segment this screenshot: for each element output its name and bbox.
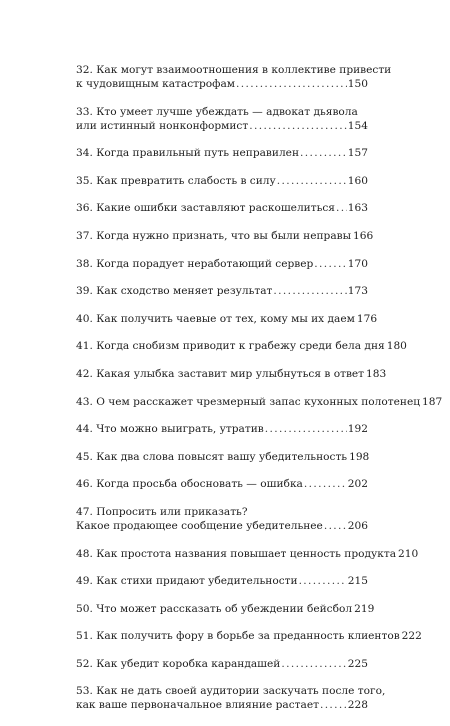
toc-page-number: 192	[347, 423, 368, 436]
toc-entry	[76, 367, 387, 381]
toc-entry-line	[76, 505, 368, 519]
toc-entry-title: 45. Как два слова повысят вашу убедительность	[76, 450, 348, 463]
toc-entry-title: 38. Когда порадует неработающий сервер	[76, 257, 314, 270]
toc-entry-title: 34. Когда правильный путь неправилен	[76, 147, 300, 160]
toc-entry	[76, 684, 386, 712]
toc-entry-title: 49. Как стихи придают убедительности	[76, 575, 298, 588]
toc-entry-title: 33. Кто умеет лучше убеждать — адвокат дьявола	[76, 105, 358, 118]
toc-entry-title: 47. Попросить или приказать?	[76, 505, 248, 518]
toc-entry	[76, 505, 368, 533]
toc-entry	[76, 229, 374, 243]
toc-entry	[76, 201, 368, 215]
toc-entry-title: 52. Как убедит коробка карандашей	[76, 657, 281, 670]
toc-page-number: 166	[353, 229, 374, 242]
toc-page-number: 180	[386, 340, 407, 353]
toc-entry	[76, 257, 368, 271]
toc-page-number: 222	[401, 630, 422, 643]
toc-entry-title: 48. Как простота названия повышает ценность продукта	[76, 547, 397, 560]
toc-entry	[76, 602, 375, 616]
toc-entry-title: как ваше первоначальное влияние растает	[76, 699, 319, 712]
toc-entry-title: или истинный нонконформист	[76, 119, 249, 132]
toc-entry-final-line	[76, 339, 407, 353]
toc-leader-dots	[299, 574, 347, 588]
toc-entry	[76, 105, 368, 133]
toc-entry-final-line	[76, 602, 375, 616]
toc-entry-title: 46. Когда просьба обосновать — ошибка	[76, 478, 303, 491]
toc-entry-final-line	[76, 119, 368, 133]
toc-leader-dots	[336, 201, 347, 215]
toc-entry-final-line	[76, 547, 419, 561]
toc-leader-dots	[300, 146, 347, 160]
toc-entry-title: 35. Как превратить слабость в силу	[76, 174, 276, 187]
toc-leader-dots	[265, 422, 347, 436]
toc-entry-title: 44. Что можно выиграть, утратив	[76, 423, 264, 436]
toc-entry-final-line	[76, 450, 368, 464]
toc-leader-dots	[277, 174, 347, 188]
toc-entry-final-line	[76, 698, 368, 712]
toc-entry	[76, 312, 378, 326]
toc-entry-final-line	[76, 657, 368, 671]
toc-entry-title: к чудовищным катастрофам	[76, 78, 236, 90]
toc-leader-dots	[320, 698, 347, 712]
toc-page-number: 183	[366, 367, 387, 380]
toc-entry-final-line	[76, 201, 368, 215]
toc-entry	[76, 657, 368, 671]
toc-entry-final-line	[76, 367, 387, 381]
toc-page-number: 176	[356, 312, 378, 325]
toc-page-number: 206	[347, 519, 368, 532]
toc-leader-dots	[273, 284, 346, 298]
toc-page-number: 202	[347, 478, 368, 491]
toc-page-number: 170	[347, 257, 368, 270]
toc-page-number: 225	[347, 657, 368, 670]
toc-entry-title: 50. Что может рассказать об убеждении бейсбол	[76, 602, 353, 615]
toc-entry	[76, 339, 407, 353]
toc-page-number: 154	[347, 119, 368, 132]
toc-entry	[76, 395, 443, 409]
toc-entry-final-line	[76, 629, 422, 643]
toc-entry-title: 41. Когда снобизм приводит к грабежу среди бела дня	[76, 340, 385, 353]
toc-entry-title: 42. Какая улыбка заставит мир улыбнуться в ответ	[76, 367, 365, 380]
toc-leader-dots	[304, 477, 347, 491]
toc-entry	[76, 629, 422, 643]
toc-entry-title: 32. Как могут взаимоотношения в коллективе привести	[76, 64, 392, 76]
toc-entry	[76, 174, 368, 188]
toc-entry	[76, 547, 419, 561]
toc-entry-final-line	[76, 146, 368, 160]
toc-leader-dots	[281, 657, 346, 671]
toc-entry-final-line	[76, 477, 368, 491]
toc-entry-final-line	[76, 574, 368, 588]
toc-entry-title: 40. Как получить чаевые от тех, кому мы их даем	[76, 312, 355, 325]
toc-page-number: 215	[347, 575, 368, 588]
toc-entry-final-line	[76, 519, 368, 533]
toc-page-number: 198	[349, 450, 370, 463]
toc-entry-title: Какое продающее сообщение убедительнее	[76, 519, 323, 532]
toc-page-number: 160	[347, 174, 368, 187]
toc-entry-title: 37. Когда нужно признать, что вы были неправы	[76, 229, 352, 242]
toc-entry-title: 53. Как не дать своей аудитории заскучать после того,	[76, 685, 386, 698]
toc-entry-final-line	[76, 257, 368, 271]
toc-entry-final-line	[76, 312, 378, 326]
toc-page-number: 150	[347, 78, 368, 90]
toc-entry-line	[76, 684, 386, 698]
toc-entry	[76, 63, 392, 91]
toc-leader-dots	[236, 77, 347, 91]
toc-leader-dots	[324, 519, 347, 533]
toc-entry-title: 51. Как получить фору в борьбе за преданность клиентов	[76, 630, 400, 643]
toc-entry-line	[76, 63, 392, 77]
toc-entry-final-line	[76, 395, 443, 409]
toc-leader-dots	[249, 119, 347, 133]
toc-entry-title: 39. Как сходство меняет результат	[76, 285, 273, 298]
toc-page-number: 173	[347, 285, 368, 298]
toc-entry	[76, 574, 368, 588]
toc-entry-title: 36. Какие ошибки заставляют раскошелиться	[76, 202, 335, 215]
toc-entry	[76, 422, 368, 436]
toc-entry	[76, 284, 368, 298]
toc-entry-final-line	[76, 284, 368, 298]
toc-entry	[76, 146, 368, 160]
toc-entry-final-line	[76, 174, 368, 188]
toc-page-number: 157	[347, 147, 368, 160]
toc-entry-title: 43. О чем расскажет чрезмерный запас кухонных полотенец	[76, 395, 421, 408]
toc-leader-dots	[314, 257, 347, 271]
toc-page-number: 187	[422, 395, 443, 408]
toc-page-number: 163	[347, 202, 368, 215]
table-of-contents	[76, 63, 443, 726]
toc-entry	[76, 477, 368, 491]
toc-page-number: 219	[354, 602, 375, 615]
toc-entry-line	[76, 105, 368, 119]
toc-entry	[76, 450, 368, 464]
toc-page-number: 228	[347, 699, 368, 712]
toc-entry-final-line	[76, 229, 374, 243]
toc-entry-final-line	[76, 422, 368, 436]
toc-entry-final-line	[76, 77, 368, 91]
toc-page-number: 210	[398, 547, 419, 560]
